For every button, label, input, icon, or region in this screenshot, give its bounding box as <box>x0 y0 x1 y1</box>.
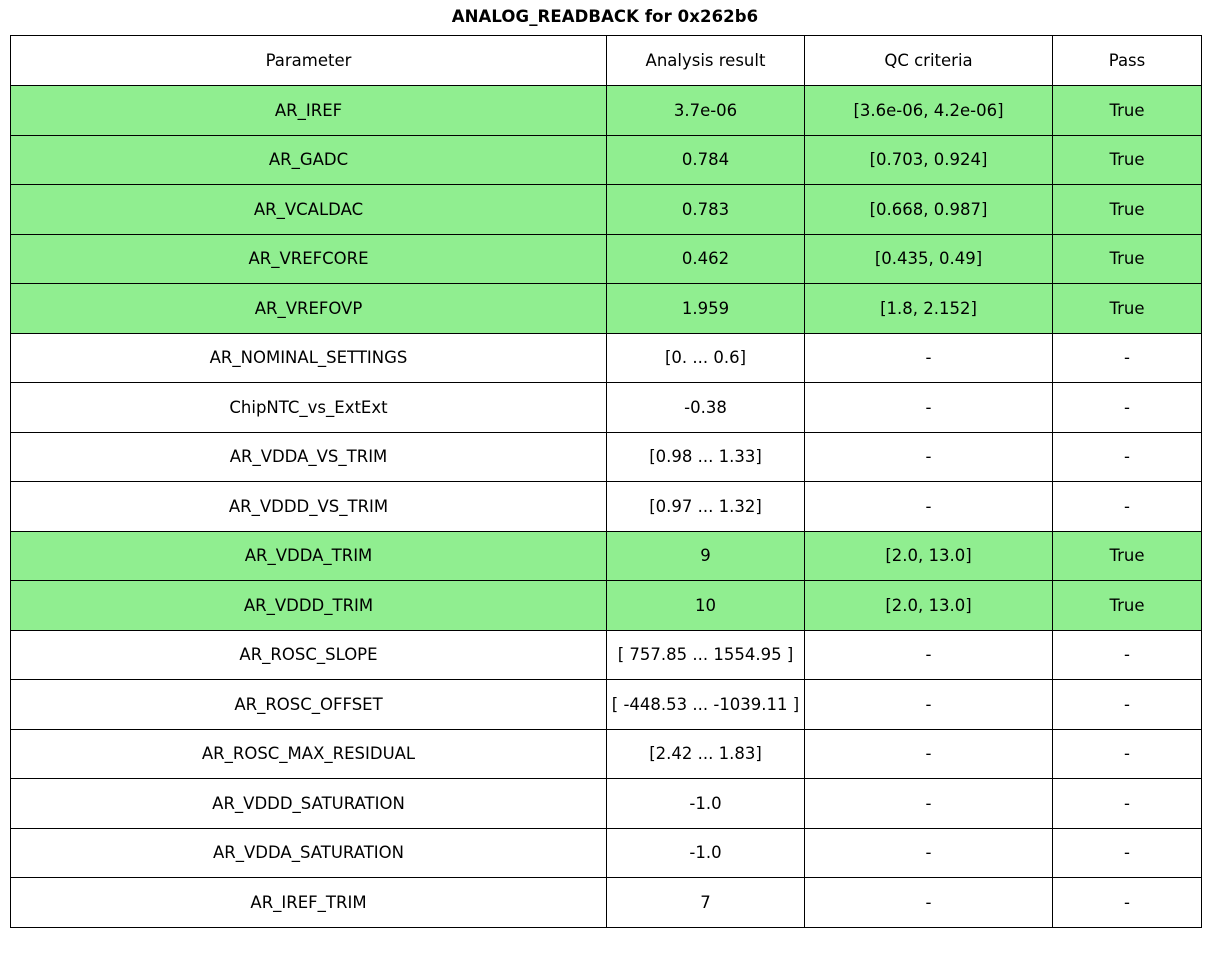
cell-parameter: AR_VDDA_SATURATION <box>11 828 607 878</box>
table-container <box>0 35 1210 928</box>
cell-parameter: AR_NOMINAL_SETTINGS <box>11 333 607 383</box>
cell-qc-criteria: [0.703, 0.924] <box>805 135 1053 185</box>
table-row <box>11 531 1202 581</box>
cell-analysis-result: [0.97 ... 1.32] <box>607 482 805 532</box>
cell-parameter: AR_VDDD_TRIM <box>11 581 607 631</box>
cell-parameter: AR_IREF <box>11 86 607 136</box>
column-header-analysis-result: Analysis result <box>607 36 805 86</box>
cell-qc-criteria: - <box>805 333 1053 383</box>
table-row <box>11 135 1202 185</box>
cell-pass: True <box>1053 86 1202 136</box>
cell-pass: True <box>1053 135 1202 185</box>
cell-pass: - <box>1053 680 1202 730</box>
cell-pass: - <box>1053 828 1202 878</box>
table-row <box>11 432 1202 482</box>
table-row <box>11 828 1202 878</box>
cell-parameter: AR_VREFOVP <box>11 284 607 334</box>
cell-parameter: AR_IREF_TRIM <box>11 878 607 928</box>
cell-qc-criteria: [2.0, 13.0] <box>805 531 1053 581</box>
cell-parameter: AR_ROSC_MAX_RESIDUAL <box>11 729 607 779</box>
table-row <box>11 779 1202 829</box>
cell-analysis-result: [ -448.53 ... -1039.11 ] <box>607 680 805 730</box>
cell-parameter: AR_VDDD_VS_TRIM <box>11 482 607 532</box>
cell-analysis-result: [ 757.85 ... 1554.95 ] <box>607 630 805 680</box>
cell-pass: - <box>1053 729 1202 779</box>
cell-analysis-result: [2.42 ... 1.83] <box>607 729 805 779</box>
cell-parameter: AR_VDDA_VS_TRIM <box>11 432 607 482</box>
table-row <box>11 333 1202 383</box>
table-row <box>11 284 1202 334</box>
table-body <box>11 86 1202 928</box>
cell-parameter: AR_ROSC_SLOPE <box>11 630 607 680</box>
cell-analysis-result: [0. ... 0.6] <box>607 333 805 383</box>
cell-analysis-result: 10 <box>607 581 805 631</box>
table-row <box>11 680 1202 730</box>
cell-pass: - <box>1053 482 1202 532</box>
cell-analysis-result: -0.38 <box>607 383 805 433</box>
table-row <box>11 630 1202 680</box>
cell-qc-criteria: - <box>805 482 1053 532</box>
cell-qc-criteria: [3.6e-06, 4.2e-06] <box>805 86 1053 136</box>
cell-pass: True <box>1053 284 1202 334</box>
cell-pass: - <box>1053 630 1202 680</box>
column-header-qc-criteria: QC criteria <box>805 36 1053 86</box>
page-title: ANALOG_READBACK for 0x262b6 <box>451 7 759 26</box>
cell-pass: - <box>1053 432 1202 482</box>
cell-qc-criteria: - <box>805 630 1053 680</box>
cell-parameter: AR_VCALDAC <box>11 185 607 235</box>
column-header-parameter: Parameter <box>11 36 607 86</box>
cell-qc-criteria: - <box>805 779 1053 829</box>
cell-analysis-result: 0.462 <box>607 234 805 284</box>
cell-qc-criteria: [1.8, 2.152] <box>805 284 1053 334</box>
cell-pass: - <box>1053 779 1202 829</box>
table-row <box>11 878 1202 928</box>
cell-analysis-result: -1.0 <box>607 779 805 829</box>
analog-readback-table <box>10 35 1202 928</box>
cell-pass: True <box>1053 185 1202 235</box>
cell-analysis-result: 0.784 <box>607 135 805 185</box>
cell-pass: True <box>1053 234 1202 284</box>
cell-parameter: AR_VREFCORE <box>11 234 607 284</box>
table-row <box>11 86 1202 136</box>
table-header <box>11 36 1202 86</box>
cell-pass: True <box>1053 531 1202 581</box>
table-row <box>11 234 1202 284</box>
table-row <box>11 482 1202 532</box>
cell-qc-criteria: - <box>805 828 1053 878</box>
cell-qc-criteria: [0.668, 0.987] <box>805 185 1053 235</box>
cell-pass: - <box>1053 383 1202 433</box>
cell-analysis-result: 3.7e-06 <box>607 86 805 136</box>
cell-analysis-result: 9 <box>607 531 805 581</box>
cell-parameter: AR_GADC <box>11 135 607 185</box>
cell-qc-criteria: - <box>805 432 1053 482</box>
cell-pass: - <box>1053 878 1202 928</box>
cell-qc-criteria: [2.0, 13.0] <box>805 581 1053 631</box>
cell-qc-criteria: - <box>805 878 1053 928</box>
cell-qc-criteria: - <box>805 680 1053 730</box>
column-header-pass: Pass <box>1053 36 1202 86</box>
cell-parameter: AR_VDDA_TRIM <box>11 531 607 581</box>
cell-qc-criteria: - <box>805 383 1053 433</box>
cell-parameter: AR_ROSC_OFFSET <box>11 680 607 730</box>
cell-qc-criteria: [0.435, 0.49] <box>805 234 1053 284</box>
table-row <box>11 383 1202 433</box>
table-row <box>11 729 1202 779</box>
table-header-row <box>11 36 1202 86</box>
table-row <box>11 581 1202 631</box>
cell-parameter: ChipNTC_vs_ExtExt <box>11 383 607 433</box>
cell-analysis-result: 0.783 <box>607 185 805 235</box>
cell-analysis-result: 7 <box>607 878 805 928</box>
cell-analysis-result: -1.0 <box>607 828 805 878</box>
cell-parameter: AR_VDDD_SATURATION <box>11 779 607 829</box>
cell-analysis-result: [0.98 ... 1.33] <box>607 432 805 482</box>
table-row <box>11 185 1202 235</box>
cell-qc-criteria: - <box>805 729 1053 779</box>
cell-pass: True <box>1053 581 1202 631</box>
cell-analysis-result: 1.959 <box>607 284 805 334</box>
cell-pass: - <box>1053 333 1202 383</box>
